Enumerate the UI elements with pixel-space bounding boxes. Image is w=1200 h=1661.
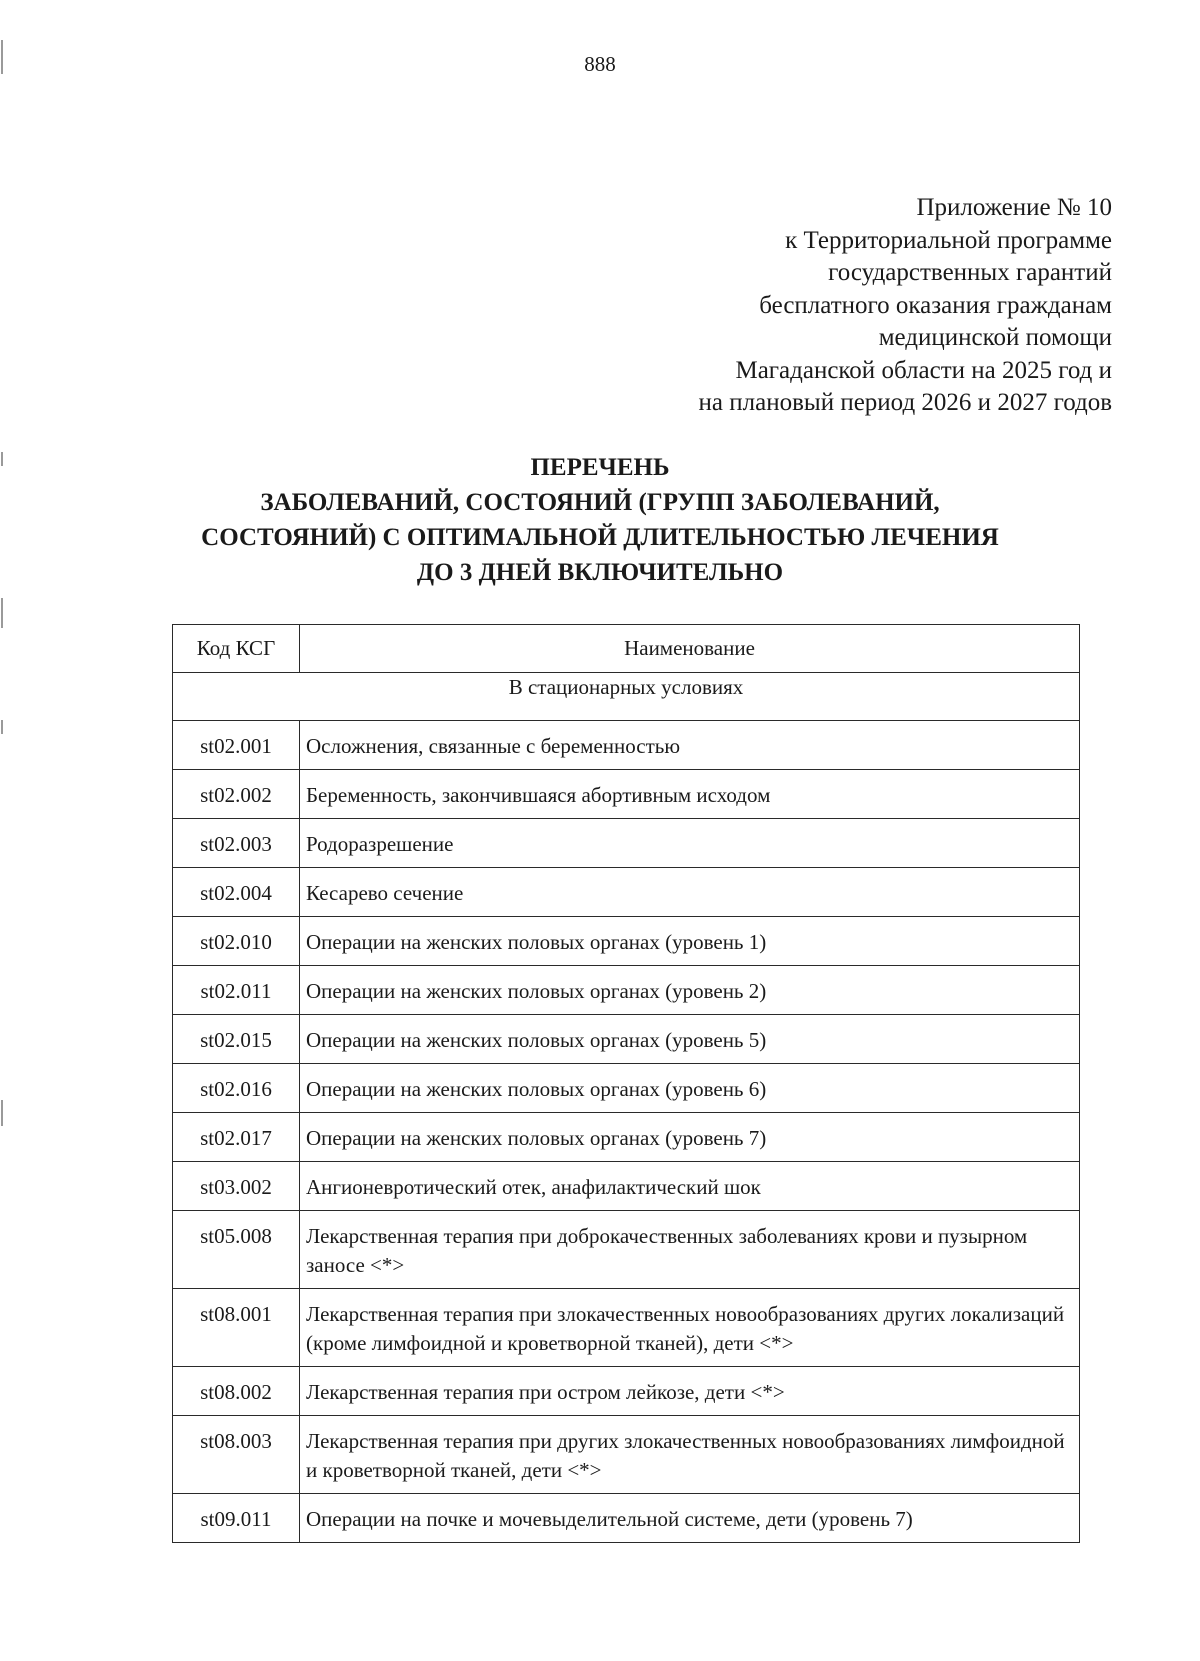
row-name: Лекарственная терапия при злокачественных новообразованиях других локализаций (кроме лимфоидной и кроветворной тканей), дети <*> bbox=[300, 1289, 1080, 1367]
row-code: st02.016 bbox=[173, 1064, 300, 1113]
row-code: st02.015 bbox=[173, 1015, 300, 1064]
appendix-line: к Территориальной программе bbox=[785, 226, 1112, 254]
row-name: Лекарственная терапия при других злокачественных новообразованиях лимфоидной и кроветворной тканей, дети <*> bbox=[300, 1416, 1080, 1494]
row-name: Беременность, закончившаяся абортивным исходом bbox=[300, 770, 1080, 819]
title-line: СОСТОЯНИЙ) С ОПТИМАЛЬНОЙ ДЛИТЕЛЬНОСТЬЮ ЛЕЧЕНИЯ bbox=[201, 524, 999, 551]
row-code: st03.002 bbox=[173, 1162, 300, 1211]
title-line: ДО 3 ДНЕЙ ВКЛЮЧИТЕЛЬНО bbox=[416, 559, 784, 586]
appendix-line: бесплатного оказания гражданам bbox=[759, 291, 1112, 319]
appendix-line: на плановый период 2026 и 2027 годов bbox=[698, 389, 1112, 416]
table-row bbox=[173, 1162, 1080, 1211]
table-row bbox=[173, 721, 1080, 770]
table-row bbox=[173, 966, 1080, 1015]
table-row bbox=[173, 1289, 1080, 1367]
header-name: Наименование bbox=[300, 625, 1080, 673]
appendix-line: Приложение № 10 bbox=[916, 194, 1112, 221]
table-header-row bbox=[173, 625, 1080, 673]
scan-edge-marks bbox=[0, 0, 6, 1661]
row-code: st02.001 bbox=[173, 721, 300, 770]
row-name: Кесарево сечение bbox=[300, 868, 1080, 917]
table-row bbox=[173, 1367, 1080, 1416]
row-name: Операции на женских половых органах (уровень 6) bbox=[300, 1064, 1080, 1113]
row-code: st02.011 bbox=[173, 966, 300, 1015]
row-name: Лекарственная терапия при доброкачественных заболеваниях крови и пузырном заносе <*> bbox=[300, 1211, 1080, 1289]
table-row bbox=[173, 1015, 1080, 1064]
row-name: Лекарственная терапия при остром лейкозе, дети <*> bbox=[300, 1367, 1080, 1416]
row-name: Операции на женских половых органах (уровень 7) bbox=[300, 1113, 1080, 1162]
table-row bbox=[173, 1494, 1080, 1543]
row-code: st02.010 bbox=[173, 917, 300, 966]
row-name: Операции на женских половых органах (уровень 5) bbox=[300, 1015, 1080, 1064]
row-name: Операции на женских половых органах (уровень 1) bbox=[300, 917, 1080, 966]
row-name: Осложнения, связанные с беременностью bbox=[300, 721, 1080, 770]
table-row bbox=[173, 917, 1080, 966]
row-name: Родоразрешение bbox=[300, 819, 1080, 868]
appendix-line: государственных гарантий bbox=[828, 259, 1112, 286]
row-code: st02.002 bbox=[173, 770, 300, 819]
row-name: Операции на женских половых органах (уровень 2) bbox=[300, 966, 1080, 1015]
document-title bbox=[0, 450, 1200, 590]
row-code: st02.003 bbox=[173, 819, 300, 868]
row-code: st08.002 bbox=[173, 1367, 300, 1416]
section-row bbox=[173, 673, 1080, 721]
table-row bbox=[173, 1211, 1080, 1289]
row-code: st08.003 bbox=[173, 1416, 300, 1494]
table-row bbox=[173, 819, 1080, 868]
table-row bbox=[173, 1113, 1080, 1162]
ksg-table bbox=[172, 624, 1080, 1543]
row-code: st05.008 bbox=[173, 1211, 300, 1289]
table-row bbox=[173, 868, 1080, 917]
section-label: В стационарных условиях bbox=[173, 673, 1080, 721]
table-row bbox=[173, 1064, 1080, 1113]
appendix-header bbox=[699, 192, 1112, 420]
row-code: st08.001 bbox=[173, 1289, 300, 1367]
table-row bbox=[173, 770, 1080, 819]
header-code: Код КСГ bbox=[173, 625, 300, 673]
page-number: 888 bbox=[584, 52, 616, 76]
appendix-line: медицинской помощи bbox=[878, 324, 1112, 351]
row-name: Ангионевротический отек, анафилактический шок bbox=[300, 1162, 1080, 1211]
appendix-line: Магаданской области на 2025 год и bbox=[735, 356, 1112, 384]
title-line: ПЕРЕЧЕНЬ bbox=[530, 454, 670, 481]
row-code: st02.004 bbox=[173, 868, 300, 917]
row-name: Операции на почке и мочевыделительной системе, дети (уровень 7) bbox=[300, 1494, 1080, 1543]
row-code: st09.011 bbox=[173, 1494, 300, 1543]
row-code: st02.017 bbox=[173, 1113, 300, 1162]
table-row bbox=[173, 1416, 1080, 1494]
title-line: ЗАБОЛЕВАНИЙ, СОСТОЯНИЙ (ГРУПП ЗАБОЛЕВАНИЙ, bbox=[260, 489, 940, 516]
